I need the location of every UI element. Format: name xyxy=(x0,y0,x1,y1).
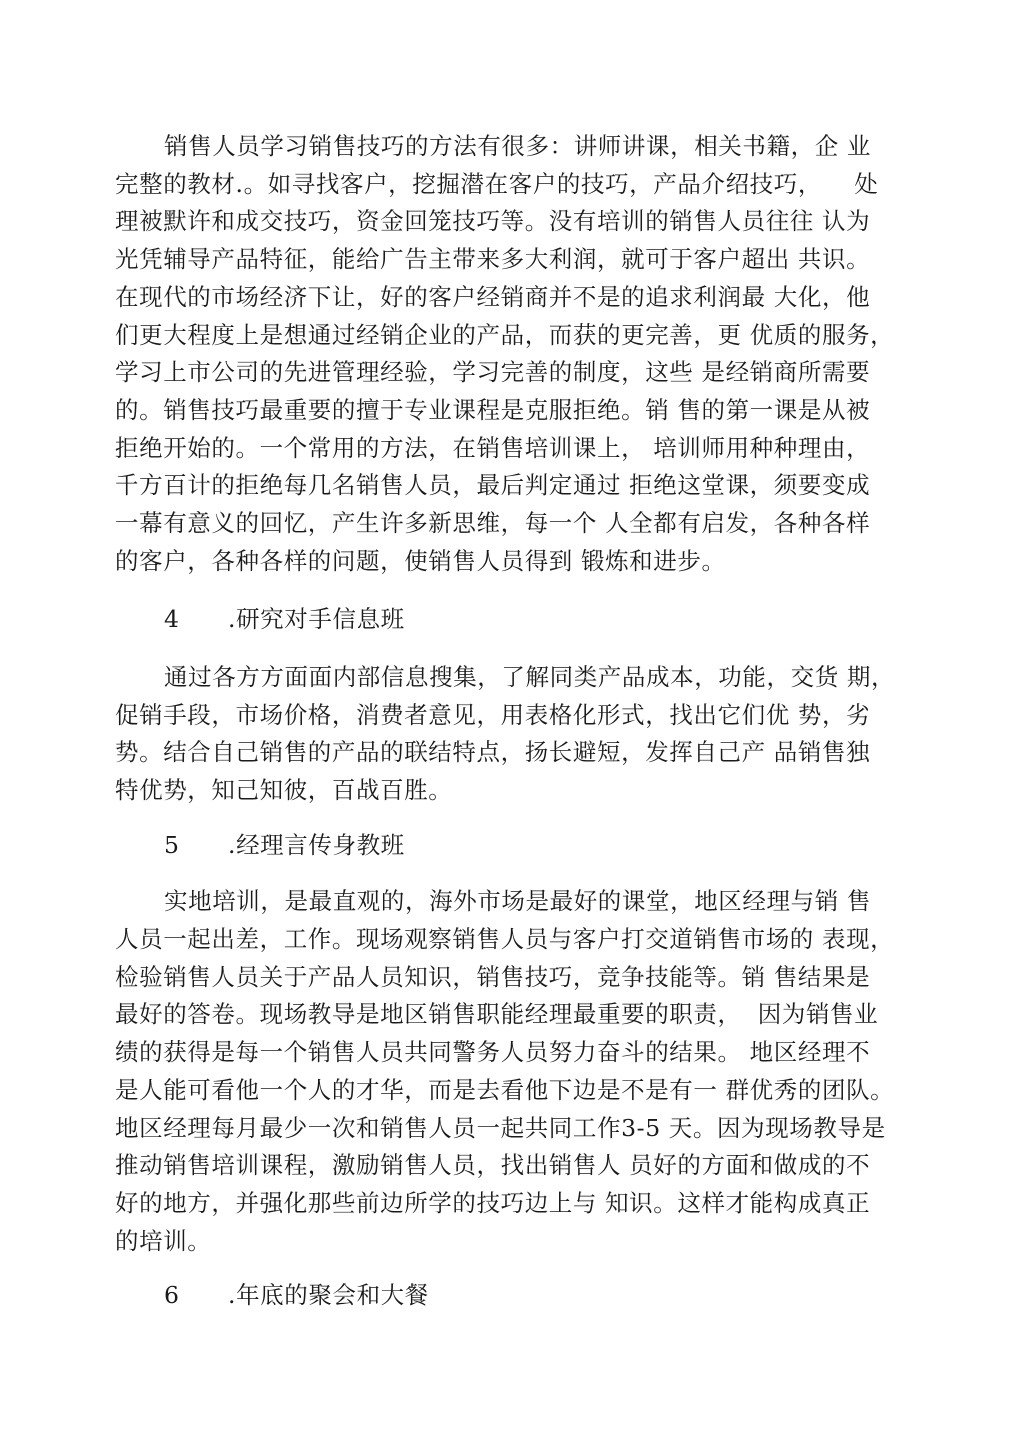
section-4-title: .研究对手信息班 xyxy=(228,605,405,633)
section-4-number: 4 xyxy=(164,605,179,633)
paragraph-1-line-2: 完整的教材.。如寻找客户，挖掘潜在客户的技巧，产品介绍技巧， 处 xyxy=(115,170,879,198)
paragraph-2-line-2: 促销手段，市场价格，消费者意见，用表格化形式，找出它们优 势，劣 xyxy=(115,701,871,729)
paragraph-1-line-10: 千方百计的拒绝每几名销售人员，最后判定通过 拒绝这堂课，须要变成 xyxy=(115,471,871,499)
paragraph-3-line-4: 最好的答卷。现场教导是地区销售职能经理最重要的职责， 因为销售业 xyxy=(115,1000,879,1028)
section-5-number: 5 xyxy=(164,831,179,859)
paragraph-1-line-9: 拒绝开始的。一个常用的方法，在销售培训课上， 培训师用种种理由， xyxy=(115,434,871,462)
paragraph-3-line-1: 实地培训，是最直观的，海外市场是最好的课堂，地区经理与销 售 xyxy=(164,887,871,915)
section-6-title: .年底的聚会和大餐 xyxy=(228,1281,429,1309)
paragraph-2-line-1: 通过各方方面面内部信息搜集，了解同类产品成本，功能，交货 期， xyxy=(164,663,896,691)
paragraph-3-line-3: 检验销售人员关于产品人员知识，销售技巧，竞争技能等。销 售结果是 xyxy=(115,963,871,991)
paragraph-3-line-2: 人员一起出差，工作。现场观察销售人员与客户打交道销售市场的 表现， xyxy=(115,925,895,953)
paragraph-3-line-8: 推动销售培训课程，激励销售人员，找出销售人 员好的方面和做成的不 xyxy=(115,1151,871,1179)
paragraph-3-line-7: 地区经理每月最少一次和销售人员一起共同工作3-5 天。因为现场教导是 xyxy=(115,1114,886,1142)
paragraph-1-line-8: 的。销售技巧最重要的擅于专业课程是克服拒绝。销 售的第一课是从被 xyxy=(115,396,871,424)
paragraph-1-line-1: 销售人员学习销售技巧的方法有很多：讲师讲课，相关书籍，企 业 xyxy=(164,132,871,160)
paragraph-1-line-7: 学习上市公司的先进管理经验，学习完善的制度，这些 是经销商所需要 xyxy=(115,358,871,386)
section-5-title: .经理言传身教班 xyxy=(228,831,405,859)
paragraph-1-line-6: 们更大程度上是想通过经销企业的产品，而获的更完善，更 优质的服务， xyxy=(115,321,895,349)
paragraph-1-line-5: 在现代的市场经济下让，好的客户经销商并不是的追求利润最 大化，他 xyxy=(115,283,871,311)
paragraph-3-line-10: 的培训。 xyxy=(115,1227,212,1255)
paragraph-1-line-3: 理被默许和成交技巧，资金回笼技巧等。没有培训的销售人员往往 认为 xyxy=(115,207,871,235)
paragraph-3-line-5: 绩的获得是每一个销售人员共同警务人员努力奋斗的结果。 地区经理不 xyxy=(115,1038,871,1066)
paragraph-1-line-4: 光凭辅导产品特征，能给广告主带来多大利润，就可于客户超出 共识。 xyxy=(115,245,871,273)
paragraph-2-line-4: 特优势，知己知彼，百战百胜。 xyxy=(115,776,453,804)
paragraph-1-line-11: 一幕有意义的回忆，产生许多新思维，每一个 人全都有启发，各种各样 xyxy=(115,509,871,537)
paragraph-2-line-3: 势。结合自己销售的产品的联结特点，扬长避短，发挥自己产 品销售独 xyxy=(115,738,871,766)
paragraph-3-line-6: 是人能可看他一个人的才华，而是去看他下边是不是有一 群优秀的团队。 xyxy=(115,1076,895,1104)
paragraph-1-line-12: 的客户，各种各样的问题，使销售人员得到 锻炼和进步。 xyxy=(115,547,726,575)
section-6-number: 6 xyxy=(164,1281,179,1309)
paragraph-3-line-9: 好的地方，并强化那些前边所学的技巧边上与 知识。这样才能构成真正 xyxy=(115,1189,871,1217)
